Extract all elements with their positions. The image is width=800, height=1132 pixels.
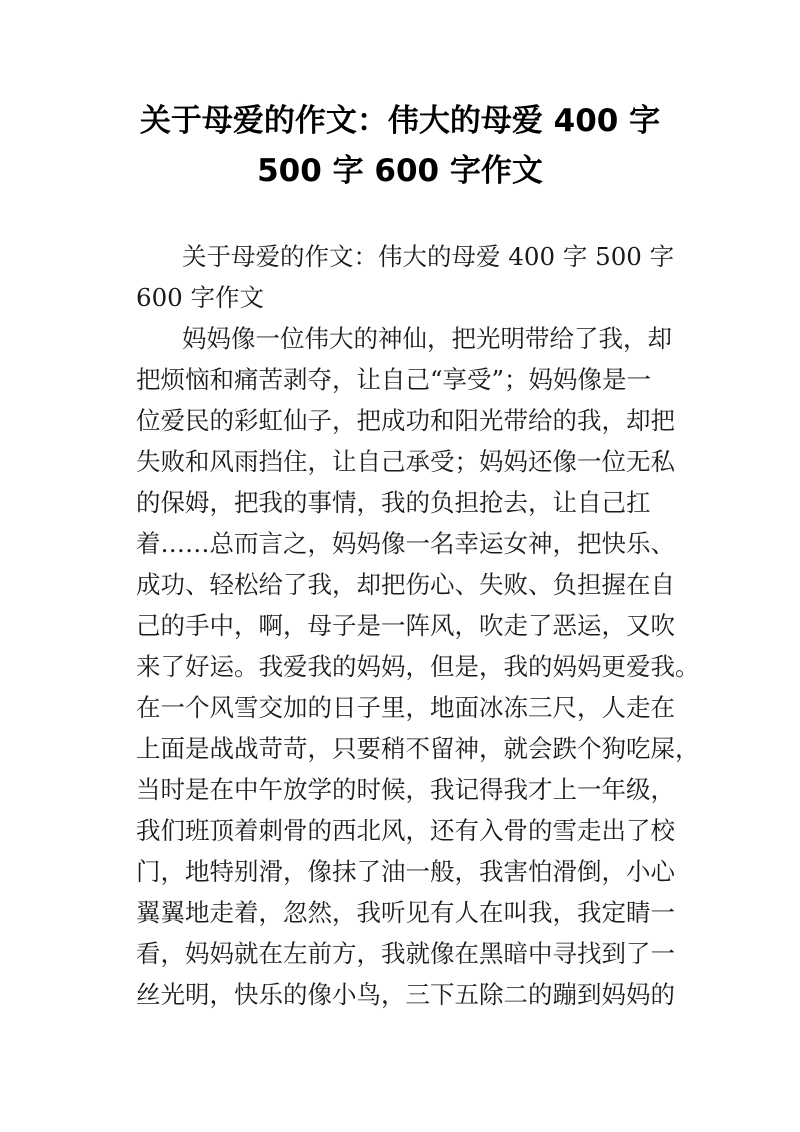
body-line: 成功、轻松给了我，却把伤心、失败、负担握在自 xyxy=(136,570,675,599)
body-line: 己的手中，啊，母子是一阵风，吹走了恶运，又吹 xyxy=(136,611,675,640)
body-line: 看，妈妈就在左前方，我就像在黑暗中寻找到了一 xyxy=(136,939,675,968)
body-line: 位爱民的彩虹仙子，把成功和阳光带给的我，却把 xyxy=(136,406,675,435)
body-line: 把烦恼和痛苦剥夺，让自己“享受”；妈妈像是一 xyxy=(136,365,652,394)
body-line: 我们班顶着刺骨的西北风，还有入骨的雪走出了校 xyxy=(136,816,675,845)
body-line: 当时是在中午放学的时候，我记得我才上一年级， xyxy=(136,775,675,804)
body-line: 着……总而言之，妈妈像一名幸运女神，把快乐、 xyxy=(136,529,675,558)
body-line: 门，地特别滑，像抹了油一般，我害怕滑倒，小心 xyxy=(136,857,675,886)
body-line: 失败和风雨挡住，让自己承受；妈妈还像一位无私 xyxy=(136,447,675,476)
document-title xyxy=(100,96,700,196)
body-line: 来了好运。我爱我的妈妈，但是，我的妈妈更爱我。 xyxy=(136,652,700,681)
body-line: 上面是战战苛苛，只要稍不留神，就会跌个狗吃屎， xyxy=(136,734,700,763)
title-line-1: 关于母爱的作文：伟大的母爱 400 字 xyxy=(139,103,661,139)
body-line: 600 字作文 xyxy=(136,283,265,312)
body-line: 在一个风雪交加的日子里，地面冰冻三尺，人走在 xyxy=(136,693,675,722)
body-line: 翼翼地走着，忽然，我听见有人在叫我，我定睛一 xyxy=(136,898,675,927)
body-line: 的保姆，把我的事情，我的负担抢去，让自己扛 xyxy=(136,488,651,517)
body-line: 关于母爱的作文：伟大的母爱 400 字 500 字 xyxy=(182,242,675,271)
body-line: 丝光明，快乐的像小鸟，三下五除二的蹦到妈妈的 xyxy=(136,980,675,1009)
title-line-2: 500 字 600 字作文 xyxy=(257,153,543,189)
body-line: 妈妈像一位伟大的神仙，把光明带给了我，却 xyxy=(182,324,672,353)
document-body xyxy=(136,236,700,1015)
